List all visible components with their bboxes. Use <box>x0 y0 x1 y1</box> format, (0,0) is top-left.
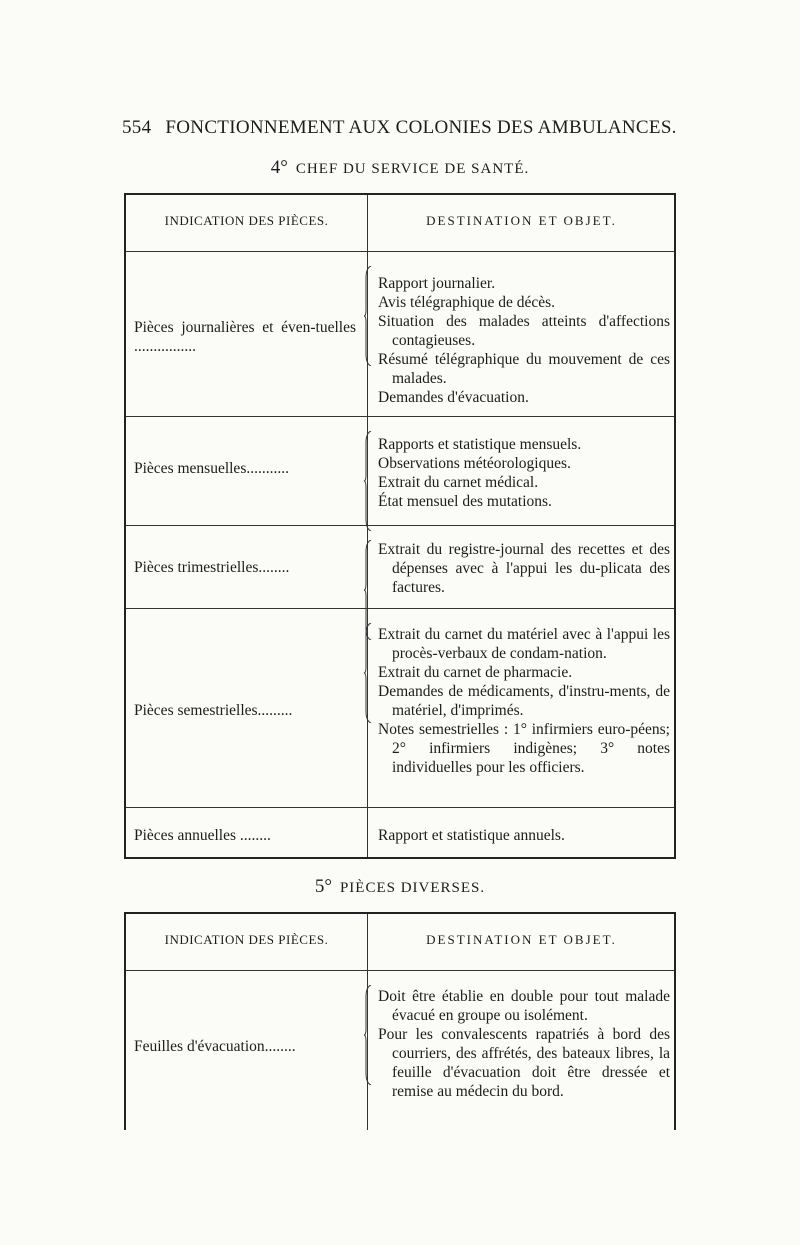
list-item: Rapport et statistique annuels. <box>378 827 565 844</box>
list-item: Avis télégraphique de décès. <box>378 294 556 311</box>
row-label: Pièces trimestrielles........ <box>134 559 290 576</box>
table-row <box>126 977 674 1133</box>
page-number: 554 <box>122 117 152 138</box>
list-item: Résumé télégraphique du mouvement de ces malades. <box>378 351 670 387</box>
row-items <box>378 625 670 777</box>
section-4-number: 4° <box>270 157 288 178</box>
list-item: Extrait du carnet du matériel avec à l'appui les procès-verbaux de condam-nation. <box>378 626 670 662</box>
row-label: Feuilles d'évacuation........ <box>134 1038 296 1055</box>
brace-icon <box>364 266 372 366</box>
table-chef-service-sante <box>124 193 676 859</box>
list-item: Extrait du carnet médical. <box>378 474 539 491</box>
section-5-heading: PIÈCES DIVERSES. <box>339 880 486 896</box>
section-5-number: 5° <box>314 876 332 897</box>
row-label: Pièces semestrielles......... <box>134 702 293 719</box>
list-item: Doit être établie en double pour tout malade évacué en groupe ou isolément. <box>378 988 670 1024</box>
list-item: Demandes de médicaments, d'instru-ments, de matériel, d'imprimés. <box>378 683 670 719</box>
table-pieces-diverses <box>124 912 676 1130</box>
row-label: Pièces mensuelles........... <box>134 460 289 477</box>
table-header <box>126 914 674 971</box>
list-item: Rapport journalier. <box>378 275 496 292</box>
running-title: FONCTIONNEMENT AUX COLONIES DES AMBULANCES. <box>165 117 677 138</box>
table-row <box>126 258 674 417</box>
col-header-destination: DESTINATION ET OBJET. <box>426 213 617 228</box>
row-label: Pièces annuelles ........ <box>134 827 271 844</box>
running-head <box>122 117 677 139</box>
col-header-indication: INDICATION DES PIÈCES. <box>164 932 329 947</box>
row-items <box>378 435 670 511</box>
list-item: Pour les convalescents rapatriés à bord des courriers, des affrétés, des bateaux libres, la feuille d'évacuation doit être dressée et remise au médecin du bord. <box>378 1026 670 1100</box>
table-row <box>126 532 674 609</box>
list-item: Extrait du registre-journal des recettes et des dépenses avec à l'appui les du-plicata des factures. <box>378 541 670 596</box>
row-items <box>378 987 670 1101</box>
section-4-title <box>0 157 800 179</box>
table-row <box>126 423 674 526</box>
brace-icon <box>364 431 372 531</box>
col-header-indication: INDICATION DES PIÈCES. <box>164 213 329 228</box>
table-row <box>126 814 674 858</box>
row-items <box>378 274 670 407</box>
col-header-destination: DESTINATION ET OBJET. <box>426 932 617 947</box>
row-label: Pièces journalières et éven-tuelles ................ <box>134 319 356 355</box>
section-5-title <box>0 876 800 898</box>
list-item: Demandes d'évacuation. <box>378 389 529 406</box>
row-items <box>378 540 670 597</box>
list-item: État mensuel des mutations. <box>378 493 552 510</box>
list-item: Extrait du carnet de pharmacie. <box>378 664 573 681</box>
brace-icon <box>364 985 372 1085</box>
list-item: Notes semestrielles : 1° infirmiers euro-péens; 2° infirmiers indigènes; 3° notes individuelles pour les officiers. <box>378 721 670 776</box>
row-items <box>378 826 670 845</box>
list-item: Rapports et statistique mensuels. <box>378 436 582 453</box>
brace-icon <box>364 623 372 723</box>
table-header <box>126 195 674 252</box>
list-item: Observations météorologiques. <box>378 455 571 472</box>
list-item: Situation des malades atteints d'affections contagieuses. <box>378 313 670 349</box>
section-4-heading: CHEF DU SERVICE DE SANTÉ. <box>295 161 530 177</box>
table-row <box>126 615 674 808</box>
